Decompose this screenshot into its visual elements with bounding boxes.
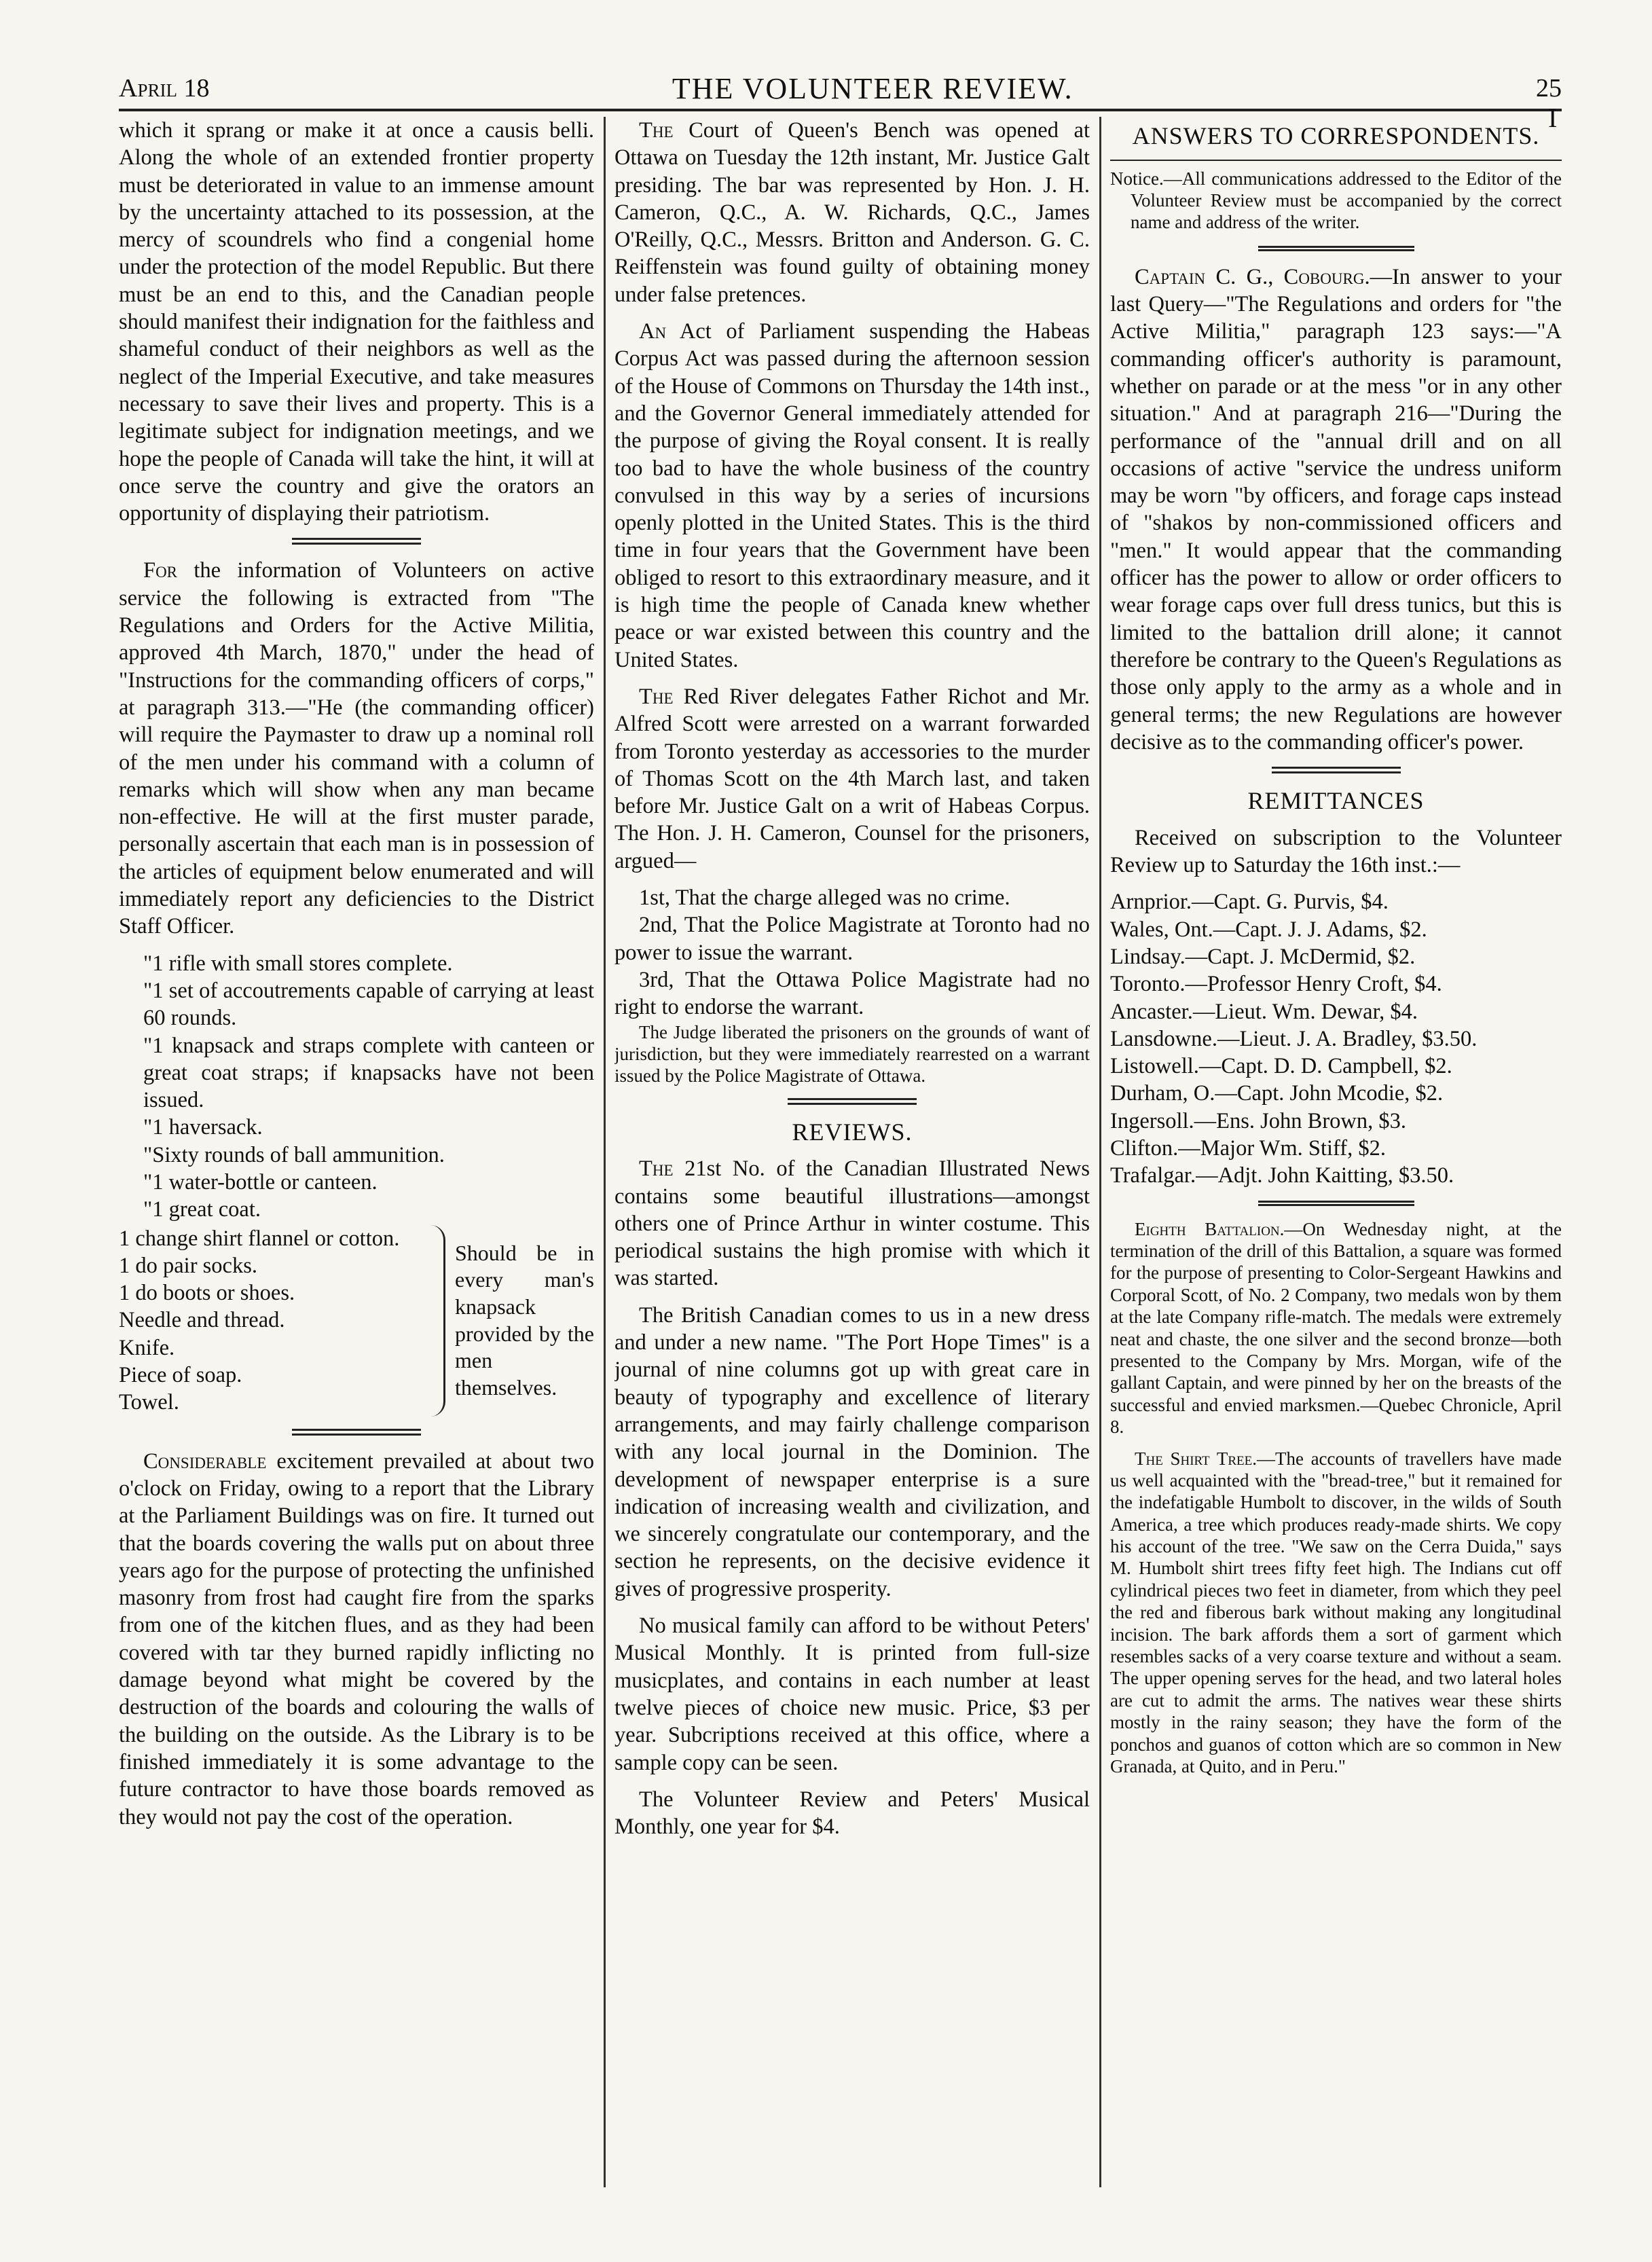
kit-item: Piece of soap. [119,1363,242,1388]
knapsack-kit [119,1225,594,1417]
lead-word: Eighth Battalion. [1135,1218,1285,1239]
lead-word: The [639,1156,674,1182]
kit-note: Should be in every man's knapsack provided by the men themselves. [455,1240,594,1400]
article-paragraph [1110,1448,1562,1778]
remittance-item: Lindsay.—Capt. J. McDermid, $2. [1110,944,1416,969]
heading-rule [1110,160,1562,161]
remittance-item: Toronto.—Professor Henry Croft, $4. [1110,972,1442,997]
paragraph-text: Act of Parliament suspending the Habeas Corpus Act was passed during the afternoon session of the House of Commons on Thursday the 14th inst., and the Governor General immediately attended for the purpose of giving the Royal consent. It is really too bad to have the whole business of the country convulsed in this way by a series of incursions openly plotted in the United States. This is the third time in four years that the Government have been obliged to resort to this extraordinary measure, and it is high time the people of Canada knew whether peace or war existed between this country and the United States. [614,319,1090,672]
remittance-item: Ingersoll.—Ens. John Brown, $3. [1110,1108,1407,1133]
article-paragraph [1110,1218,1562,1438]
brace [428,1225,445,1417]
article-paragraph [119,1448,594,1831]
column-rule [604,117,606,2187]
kit-item: 1 do boots or shoes. [119,1281,295,1306]
column-right [1110,117,1562,2208]
section-separator [788,1098,917,1105]
argument-item: 2nd, That the Police Magistrate at Toronto had no power to issue the warrant. [614,913,1090,965]
article-paragraph [614,683,1090,875]
section-separator [1272,767,1401,773]
section-separator [292,1429,421,1436]
argument-item: 1st, That the charge alleged was no crime. [639,886,1010,911]
kit-item: 1 do pair socks. [119,1253,257,1278]
header-rule [119,109,1562,111]
paragraph-text: —In answer to your last Query—"The Regulations and orders for "the Active Militia," paragraph 123 says:—"A commanding officer's authority is paramount, whether on parade or at the mess "or in any other situation." And at paragraph 216—"During the performance of the "annual drill and on all occasions of active "service the undress uniform may be worn "by officers, and forage caps instead of "shakos by non-commissioned officers and "men." It would appear that the commanding officer has the power to allow or order officers to wear forage caps over full dress tunics, but this is limited to the battalion drill alone; it cannot therefore be contrary to the Queen's Regulations as those only apply to the army as a whole and in general terms; the new Regulations are however decisive as to the commanding officer's power. [1110,264,1562,754]
article-paragraph [119,557,594,940]
list-item: "1 water-bottle or canteen. [143,1169,378,1194]
remittance-item: Listowell.—Capt. D. D. Campbell, $2. [1110,1054,1452,1079]
remittance-item: Wales, Ont.—Capt. J. J. Adams, $2. [1110,917,1427,942]
section-separator [1258,1201,1414,1206]
review-paragraph: The British Canadian comes to us in a new dress and under a new name. "The Port Hope Times" is a journal of nine columns got up with great care in beauty of typography and excellence of literary arrangements, and may fairly challenge comparison with any local journal in the Dominion. The development of newspaper enterprise is a sure indication of increasing wealth and civilization, and we sincerely congratulate our contemporary, and the section he represents, on the decisive evidence it gives of progressive prosperity. [614,1302,1090,1601]
lead-word: Captain C. G., Cobourg. [1135,264,1370,289]
remittance-item: Ancaster.—Lieut. Wm. Dewar, $4. [1110,999,1418,1024]
review-paragraph: The Volunteer Review and Peters' Musical Monthly, one year for $4. [614,1787,1090,1840]
remittances-heading: REMITTANCES [1247,787,1425,815]
lead-word: The Shirt Tree. [1135,1448,1257,1469]
column-middle [614,117,1090,2208]
lead-word: An [639,319,667,344]
remittance-item: Clifton.—Major Wm. Stiff, $2. [1110,1136,1386,1161]
article-paragraph: The Judge liberated the prisoners on the grounds of want of jurisdiction, but they were immediately rearrested on a warrant issued by the Police Magistrate of Ottawa. [614,1021,1090,1087]
paragraph-text: the information of Volunteers on active service the following is extracted from "The Regulations and Orders for the Active Militia, approved 4th March, 1870," under the head of "Instructions for the commanding officers of corps," at paragraph 313.—"He (the commanding officer) will require the Paymaster to draw up a nominal roll of the men under his command with a column of remarks which will show when any man became non-effective. He will at the first muster parade, personally ascertain that each man is in possession of the articles of equipment below enumerated and will immediately report any deficiencies to the District Staff Officer. [119,558,594,939]
remittance-item: Lansdowne.—Lieut. J. A. Bradley, $3.50. [1110,1026,1477,1051]
paragraph-text: Red River delegates Father Richot and Mr. Alfred Scott were arrested on a warrant forwarded from Toronto yesterday as accessories to the murder of Thomas Scott on the 4th March last, and taken before Mr. Justice Galt on a writ of Habeas Corpus. The Hon. J. H. Cameron, Counsel for the prisoners, argued— [614,684,1090,873]
remittances-intro: Received on subscription to the Volunteer Review up to Saturday the 16th inst.:— [1110,825,1562,878]
equipment-list [119,950,594,1224]
editorial-notice: Notice.—All communications addressed to the Editor of the Volunteer Review must be accompanied by the correct name and address of the writer. [1110,168,1562,233]
issue-date: April 18 [119,74,210,103]
list-item: "1 rifle with small stores complete. [143,951,453,976]
list-item: "1 haversack. [143,1115,263,1140]
edge-mark: I [1548,103,1558,133]
article-paragraph: which it sprang or make it at once a causis belli. Along the whole of an extended frontier property must be deteriorated in value to an immense amount by the uncertainty attached to its possession, at the mercy of scoundrels who find a congenial home under the protection of the model Republic. But there must be an end to this, and the Canadian people should manifest their indignation for the faithless and shameful conduct of their neighbors as well as the neglect of the Imperial Executive, and take measures necessary to save their lives and property. This is a legitimate subject for indignation meetings, and we hope the people of Canada will take the hint, it will at once serve the country and give the orators an opportunity of displaying their patriotism. [119,118,594,526]
column-left [119,117,594,2208]
newspaper-title: THE VOLUNTEER REVIEW. [672,71,1073,105]
paragraph-text: 21st No. of the Canadian Illustrated News contains some beautiful illustrations—amongst others one of Prince Arthur in winter costume. This periodical sustains the high promise with which it was started. [614,1156,1090,1291]
lead-word: Considerable [143,1448,267,1474]
reviews-heading: REVIEWS. [792,1118,913,1146]
remittance-item: Trafalgar.—Adjt. John Kaitting, $3.50. [1110,1163,1454,1188]
kit-item: Knife. [119,1335,175,1360]
article-paragraph [614,117,1090,308]
section-separator [1258,246,1414,251]
kit-item: Needle and thread. [119,1308,285,1333]
kit-items [119,1225,428,1417]
column-rule [1099,117,1101,2187]
list-item: "1 set of accoutrements capable of carrying at least 60 rounds. [143,978,594,1031]
section-separator [292,538,421,545]
remittance-list [1110,888,1562,1189]
review-paragraph [614,1155,1090,1292]
paragraph-text: —The accounts of travellers have made us well acquainted with the "bread-tree," but it remained for the indefatigable Humbolt to discover, in the wilds of South America, a tree which produces ready-made shirts. We copy his account of the tree. "We saw on the Cerra Duida," says M. Humbolt shirt trees fifty feet high. The Indians cut off cylindrical pieces two feet in diameter, from which they peel the red and fiberous bark without making any longitudinal incision. The bark affords them a sort of garment which resembles sacks of a very coarse texture and without a seam. The upper opening serves for the head, and two lateral holes are cut to admit the arms. The natives wear these shirts mostly in the rainy season; they have the form of the ponchos and guanos of cotton which are so common in New Granada, at Quito, and in Peru." [1110,1448,1562,1776]
review-paragraph: No musical family can afford to be without Peters' Musical Monthly. It is printed from full-size musicplates, and contains in each number at least twelve pieces of choice new music. Price, $3 per year. Subcriptions received at this office, where a sample copy can be seen. [614,1613,1090,1775]
article-paragraph [614,318,1090,674]
page-header [119,68,1562,109]
paragraph-text: —On Wednesday night, at the termination of the drill of this Battalion, a square was formed for the purpose of presenting to Color-Sergeant Hawkins and Corporal Scott, of No. 2 Company, two medals won by them at the late Company rifle-match. The medals were extremely neat and chaste, the one silver and the second bronze—both presented to the Company by Mrs. Morgan, wife of the gallant Captain, and were pinned by her on the breasts of the successful and envied marksmen.—Quebec Chronicle, April 8. [1110,1218,1562,1438]
list-item: "1 great coat. [143,1197,261,1222]
remittance-item: Durham, O.—Capt. John Mcodie, $2. [1110,1081,1444,1106]
argument-item: 3rd, That the Ottawa Police Magistrate had no right to endorse the warrant. [614,967,1090,1020]
answers-heading: ANSWERS TO CORRESPONDENTS. [1132,122,1540,149]
list-item: "Sixty rounds of ball ammunition. [143,1142,445,1167]
kit-item: Towel. [119,1390,179,1415]
answer-paragraph [1110,263,1562,756]
page-number: 25 [1535,74,1562,103]
lead-word: The [639,118,674,143]
lead-word: For [143,558,178,583]
remittance-item: Arnprior.—Capt. G. Purvis, $4. [1110,890,1389,915]
list-item: "1 knapsack and straps complete with canteen or great coat straps; if knapsacks have not been issued. [143,1033,594,1113]
paragraph-text: Court of Queen's Bench was opened at Ottawa on Tuesday the 12th instant, Mr. Justice Galt presiding. The bar was represented by Hon. J. H. Cameron, Q.C., A. W. Richards, Q.C., James O'Reilly, Q.C., Messrs. Britton and Anderson. G. C. Reiffenstein was found guilty of obtaining money under false pretences. [614,118,1090,307]
kit-item: 1 change shirt flannel or cotton. [119,1226,400,1251]
paragraph-text: excitement prevailed at about two o'clock on Friday, owing to a report that the Library at the Parliament Buildings was on fire. It turned out that the boards covering the walls put on about three years ago for the purpose of protecting the unfinished masonry from frost had caught fire from the sparks from one of the kitchen flues, and as they had been covered with tar they burned rapidly inflicting no damage beyond what might be covered by the destruction of the boards and colouring the walls of the building on the outside. As the Library is to be finished immediately it is some advantage to the future contractor to have those boards removed as they would not pay the cost of the operation. [119,1448,594,1829]
lead-word: The [639,684,674,709]
